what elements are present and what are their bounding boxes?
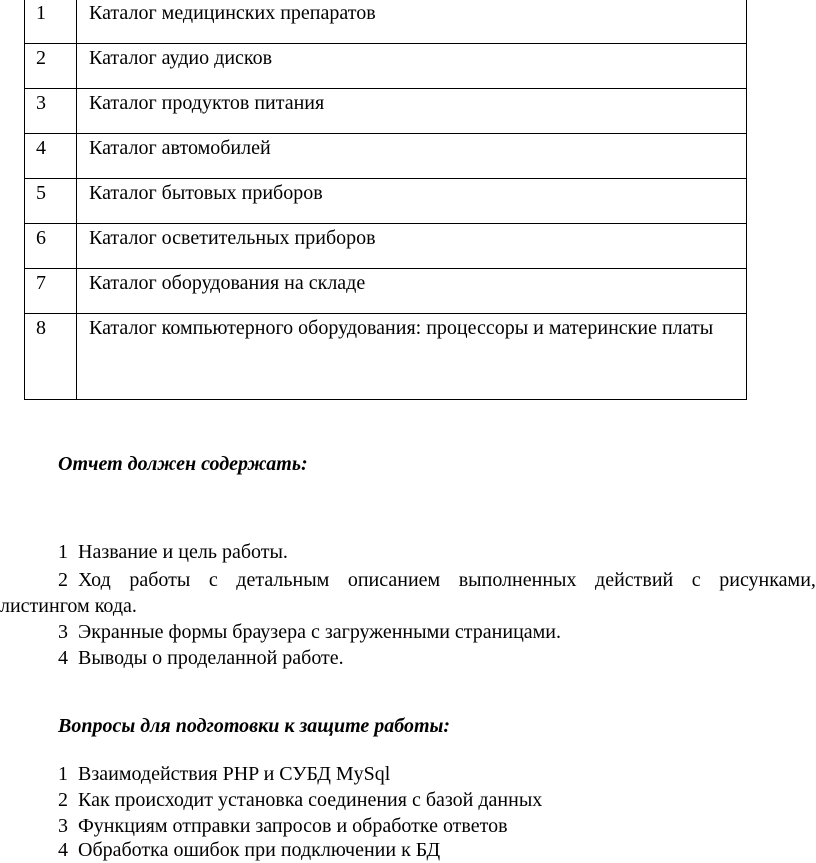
item-text: Как происходит установка соединения с базой данных — [78, 789, 543, 811]
item-text: Обработка ошибок при подключении к БД — [78, 839, 441, 861]
word: рисунками, — [719, 569, 816, 591]
report-item-2-continuation: листингом кода. — [0, 595, 137, 617]
question-item-1 — [58, 764, 390, 784]
report-item-4 — [58, 648, 344, 668]
item-text: Выводы о проделанной работе. — [78, 647, 344, 669]
question-item-3 — [58, 816, 508, 836]
item-text: Название и цель работы. — [78, 541, 288, 563]
table-row — [25, 314, 747, 400]
item-number: 4 — [58, 839, 68, 861]
row-text: Каталог автомобилей — [77, 134, 747, 179]
row-number: 3 — [25, 89, 77, 134]
word: выполненных — [458, 569, 577, 591]
table-row — [25, 0, 747, 44]
word: детальным — [236, 569, 330, 591]
catalog-table — [24, 0, 747, 400]
row-number: 8 — [25, 314, 77, 400]
table-row — [25, 44, 747, 89]
row-number: 5 — [25, 179, 77, 224]
table-row — [25, 179, 747, 224]
row-text: Каталог бытовых приборов — [77, 179, 747, 224]
row-text: Каталог осветительных приборов — [77, 224, 747, 269]
question-item-4 — [58, 840, 440, 860]
row-number: 6 — [25, 224, 77, 269]
item-number: 3 — [58, 621, 68, 643]
word: действий — [595, 569, 674, 591]
table-row — [25, 224, 747, 269]
table-row — [25, 269, 747, 314]
item-text: Функциям отправки запросов и обработке ответов — [78, 815, 508, 837]
word: с — [691, 569, 701, 591]
report-item-1 — [58, 542, 288, 562]
table-row — [25, 89, 747, 134]
item-number: 1 — [58, 541, 68, 563]
row-number: 1 — [25, 0, 77, 44]
row-number: 2 — [25, 44, 77, 89]
row-text: Каталог продуктов питания — [77, 89, 747, 134]
word: работы — [129, 569, 191, 591]
row-text: Каталог оборудования на складе — [77, 269, 747, 314]
row-text: Каталог аудио дисков — [77, 44, 747, 89]
question-item-2 — [58, 790, 542, 810]
row-number: 7 — [25, 269, 77, 314]
report-item-2 — [58, 570, 816, 590]
word: описанием — [347, 569, 441, 591]
row-number: 4 — [25, 134, 77, 179]
item-number: 1 — [58, 763, 68, 785]
item-number: 2 — [58, 789, 68, 811]
item-number: 3 — [58, 815, 68, 837]
item-number: 2 — [58, 569, 68, 591]
item-text: Взаимодействия PHP и СУБД MySql — [78, 763, 391, 785]
row-text: Каталог медицинских препаратов — [77, 0, 747, 44]
table-row — [25, 134, 747, 179]
item-text: Экранные формы браузера с загруженными страницами. — [78, 621, 562, 643]
questions-heading: Вопросы для подготовки к защите работы: — [58, 715, 451, 737]
item-number: 4 — [58, 647, 68, 669]
item-text — [78, 570, 816, 590]
word: Ход — [78, 569, 111, 591]
row-text: Каталог компьютерного оборудования: процессоры и материнские платы — [77, 314, 747, 400]
report-item-3 — [58, 622, 561, 642]
report-heading: Отчет должен содержать: — [58, 453, 308, 475]
word: с — [208, 569, 218, 591]
